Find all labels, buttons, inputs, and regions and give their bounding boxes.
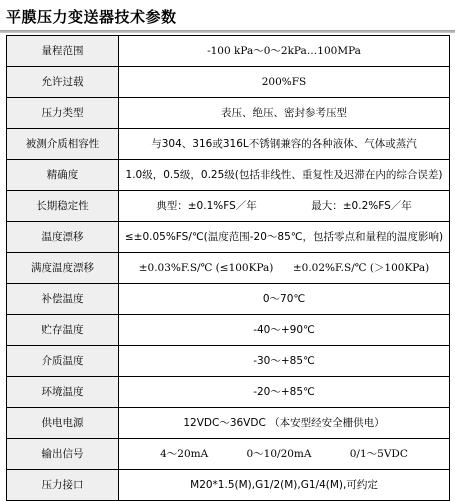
row-value: 表压、绝压、密封参考压型 bbox=[119, 98, 450, 129]
spec-table bbox=[6, 35, 450, 501]
header-divider bbox=[0, 30, 455, 33]
row-value: -100 kPa～0～2kPa…100MPa bbox=[119, 36, 450, 67]
table-row-output bbox=[7, 439, 450, 470]
row-label: 贮存温度 bbox=[7, 315, 119, 346]
row-value: -30～+85℃ bbox=[119, 346, 450, 377]
row-label: 介质温度 bbox=[7, 346, 119, 377]
row-value-typical: 典型：±0.1%FS／年 bbox=[156, 200, 257, 212]
row-label: 量程范围 bbox=[7, 36, 119, 67]
row-value: 与304、316或316L不锈钢兼容的各种液体、气体或蒸汽 bbox=[119, 129, 450, 160]
table-row-pressure-type bbox=[7, 98, 450, 129]
table-row-media-temp bbox=[7, 346, 450, 377]
row-label: 长期稳定性 bbox=[7, 191, 119, 222]
row-value-high-range: ±0.02%F.S/℃ (＞100KPa) bbox=[292, 262, 430, 274]
row-label: 补偿温度 bbox=[7, 284, 119, 315]
table-row-ambient-temp bbox=[7, 377, 450, 408]
row-value: -20～+85℃ bbox=[119, 377, 450, 408]
table-row-fullscale-drift bbox=[7, 253, 450, 284]
row-value-max: 最大：±0.2%FS／年 bbox=[311, 200, 412, 212]
row-value-output-3: 0/1～5VDC bbox=[349, 448, 408, 460]
table-row-connection bbox=[7, 470, 450, 501]
row-label: 输出信号 bbox=[7, 439, 119, 470]
row-value: ≤±0.05%FS/℃(温度范围-20～85℃，包括零点和量程的温度影响) bbox=[119, 222, 450, 253]
table-row-accuracy bbox=[7, 160, 450, 191]
row-label: 允许过载 bbox=[7, 67, 119, 98]
row-value: 0～70℃ bbox=[119, 284, 450, 315]
row-value bbox=[119, 439, 450, 470]
row-label: 精确度 bbox=[7, 160, 119, 191]
table-row-power bbox=[7, 408, 450, 439]
header bbox=[0, 0, 455, 33]
row-value-output-2: 0～10/20mA bbox=[246, 448, 312, 460]
row-value-output-1: 4～20mA bbox=[160, 448, 209, 460]
row-value: 1.0级，0.5级，0.25级(包括非线性、重复性及迟滞在内的综合误差) bbox=[119, 160, 450, 191]
row-label: 供电电源 bbox=[7, 408, 119, 439]
table-row-temp-drift bbox=[7, 222, 450, 253]
row-value bbox=[119, 253, 450, 284]
table-row-overload bbox=[7, 67, 450, 98]
table-row-stability bbox=[7, 191, 450, 222]
row-value: 200%FS bbox=[119, 67, 450, 98]
row-value: 12VDC～36VDC （本安型经安全栅供电） bbox=[119, 408, 450, 439]
table-row-range bbox=[7, 36, 450, 67]
row-label: 环境温度 bbox=[7, 377, 119, 408]
row-label: 温度漂移 bbox=[7, 222, 119, 253]
row-value-low-range: ±0.03%F.S/℃ (≤100KPa) bbox=[138, 262, 274, 274]
row-label: 满度温度漂移 bbox=[7, 253, 119, 284]
page-title: 平膜压力变送器技术参数 bbox=[6, 8, 177, 26]
table-row-media-compat bbox=[7, 129, 450, 160]
table-row-storage-temp bbox=[7, 315, 450, 346]
row-label: 压力接口 bbox=[7, 470, 119, 501]
row-label: 压力类型 bbox=[7, 98, 119, 129]
table-row-comp-temp bbox=[7, 284, 450, 315]
row-label: 被测介质相容性 bbox=[7, 129, 119, 160]
row-value bbox=[119, 191, 450, 222]
row-value: M20*1.5(M),G1/2(M),G1/4(M),可约定 bbox=[119, 470, 450, 501]
row-value: -40～+90℃ bbox=[119, 315, 450, 346]
